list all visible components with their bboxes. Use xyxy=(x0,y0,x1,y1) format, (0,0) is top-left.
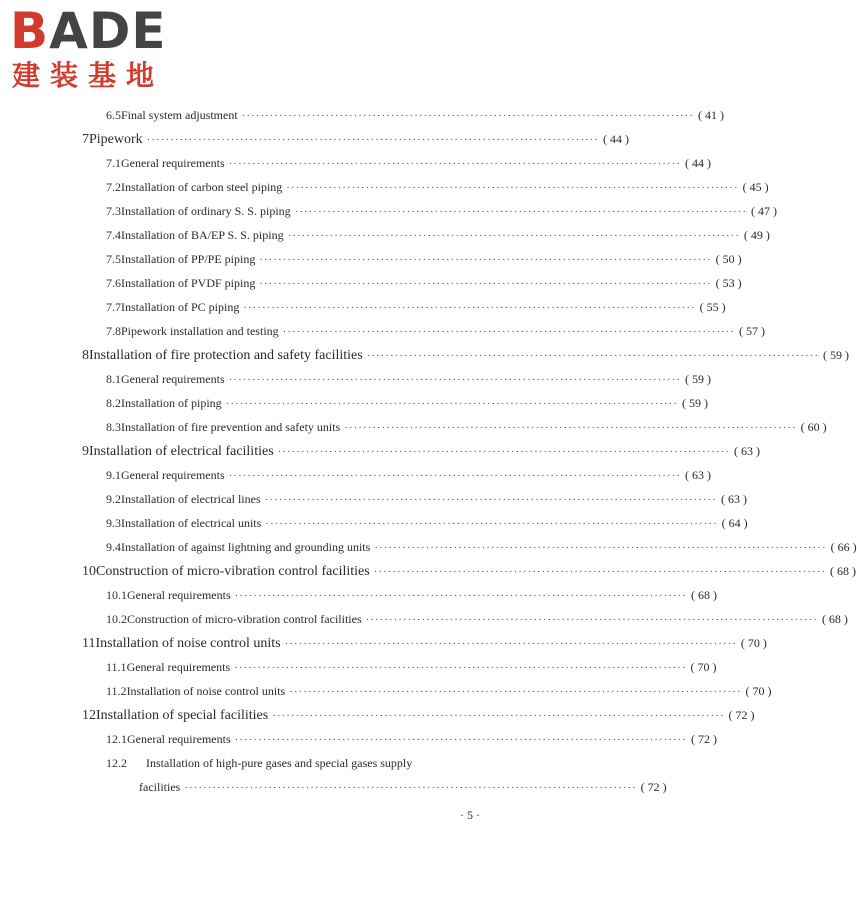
toc-entry[interactable] xyxy=(82,204,777,228)
toc-entry[interactable] xyxy=(82,540,857,564)
toc-entry[interactable] xyxy=(82,180,769,204)
toc-entry[interactable] xyxy=(82,396,708,420)
toc-entry-title: General requirements xyxy=(126,660,231,674)
toc-entry-page: ( 66 ) xyxy=(830,540,857,554)
toc-leader-dots: ································································································· xyxy=(289,686,742,698)
toc-entry-title: Installation of fire prevention and safety units xyxy=(121,420,341,434)
toc-entry-number: 10.2 xyxy=(106,612,127,626)
toc-entry-page: ( 41 ) xyxy=(698,108,724,122)
toc-entry[interactable] xyxy=(82,156,711,180)
toc-entry[interactable] xyxy=(82,108,724,132)
toc-leader-dots: ································································································· xyxy=(264,494,717,506)
toc-leader-dots: ································································································· xyxy=(272,710,725,722)
toc-entry-title: Installation of fire protection and safety facilities xyxy=(89,348,363,363)
toc-leader-dots: ································································································· xyxy=(344,422,797,434)
toc-leader-dots: ································································································· xyxy=(243,302,696,314)
toc-entry-title: Pipework installation and testing xyxy=(121,324,279,338)
toc-entry-number: 9.4 xyxy=(106,540,121,554)
toc-entry-number: 11 xyxy=(82,636,96,651)
table-of-contents xyxy=(82,108,857,802)
toc-entry-title-continued: facilities xyxy=(139,780,181,794)
bade-logo xyxy=(10,4,180,96)
toc-entry[interactable] xyxy=(82,348,850,372)
toc-entry-title: General requirements xyxy=(121,156,225,170)
toc-entry-number: 7 xyxy=(82,132,89,147)
toc-entry-number: 9.2 xyxy=(106,492,121,506)
toc-leader-dots: ································································································· xyxy=(277,446,730,458)
toc-entry-number: 7.5 xyxy=(106,252,121,266)
toc-entry-page: ( 59 ) xyxy=(681,396,708,410)
toc-entry-page: ( 47 ) xyxy=(750,204,777,218)
toc-entry-page: ( 63 ) xyxy=(684,468,711,482)
toc-entry-page: ( 44 ) xyxy=(684,156,711,170)
toc-entry-number: 9 xyxy=(82,444,89,459)
toc-entry-title: Pipework xyxy=(89,132,143,147)
toc-entry-title: Installation of electrical units xyxy=(121,516,262,530)
toc-leader-dots: ································································································· xyxy=(374,542,827,554)
toc-entry[interactable] xyxy=(82,252,742,276)
toc-entry-number: 6.5 xyxy=(106,108,121,122)
toc-entry-title: Installation of electrical facilities xyxy=(89,444,274,459)
toc-entry-number: 12.1 xyxy=(106,732,127,746)
logo-chinese-text: 建装基地 xyxy=(12,59,165,92)
toc-entry-page: ( 49 ) xyxy=(743,228,770,242)
toc-entry[interactable] xyxy=(82,492,747,516)
toc-entry-page: ( 68 ) xyxy=(821,612,848,626)
toc-entry-page: ( 60 ) xyxy=(800,420,827,434)
toc-entry[interactable] xyxy=(82,276,742,300)
toc-entry-page: ( 68 ) xyxy=(830,564,857,578)
toc-leader-dots: ································································································· xyxy=(259,278,712,290)
toc-entry-page: ( 50 ) xyxy=(715,252,742,266)
toc-entry-page: ( 64 ) xyxy=(721,516,748,530)
toc-entry-number: 10 xyxy=(82,564,96,579)
toc-leader-dots: ································································································· xyxy=(234,590,687,602)
toc-entry[interactable] xyxy=(82,708,755,732)
toc-entry-page: ( 72 ) xyxy=(728,708,755,722)
toc-entry-number: 11.1 xyxy=(106,660,127,674)
toc-entry-number: 12.2 xyxy=(106,756,127,770)
toc-entry-page: ( 68 ) xyxy=(690,588,717,602)
toc-entry-page: ( 70 ) xyxy=(745,684,772,698)
toc-entry-number: 9.1 xyxy=(106,468,121,482)
toc-entry-title: Final system adjustment xyxy=(121,108,238,122)
toc-entry-title: Installation of PVDF piping xyxy=(121,276,256,290)
toc-entry-page: ( 59 ) xyxy=(823,348,850,362)
toc-entry-page: ( 59 ) xyxy=(684,372,711,386)
toc-leader-dots: ································································································· xyxy=(259,254,712,266)
toc-leader-dots: ································································································· xyxy=(286,182,739,194)
toc-leader-dots: ································································································· xyxy=(228,158,681,170)
toc-entry-title: Installation of noise control units xyxy=(95,636,281,651)
toc-leader-dots: ································································································· xyxy=(234,734,687,746)
logo-wordmark: BADE xyxy=(10,2,167,60)
toc-entry-continuation xyxy=(82,780,667,802)
toc-entry[interactable] xyxy=(82,372,711,396)
toc-entry-title: Construction of micro-vibration control facilities xyxy=(127,612,362,626)
toc-entry-number: 8.2 xyxy=(106,396,121,410)
toc-leader-dots: ································································································· xyxy=(294,206,747,218)
toc-entry-number: 7.8 xyxy=(106,324,121,338)
toc-entry-title: General requirements xyxy=(121,468,225,482)
toc-entry-page: ( 57 ) xyxy=(738,324,765,338)
toc-entry[interactable] xyxy=(82,132,629,156)
toc-leader-dots: ································································································· xyxy=(265,518,718,530)
toc-entry-number: 11.2 xyxy=(106,684,127,698)
toc-entry-title: Installation of noise control units xyxy=(126,684,286,698)
toc-entry[interactable] xyxy=(82,300,726,324)
toc-entry-title: Installation of ordinary S. S. piping xyxy=(121,204,291,218)
toc-leader-dots: ································································································· xyxy=(287,230,740,242)
toc-entry-title: Installation of BA/EP S. S. piping xyxy=(121,228,284,242)
toc-leader-dots: ································································································· xyxy=(225,398,678,410)
toc-leader-dots: ································································································· xyxy=(184,782,637,794)
toc-leader-dots: ································································································· xyxy=(284,638,737,650)
toc-entry-number: 8 xyxy=(82,348,89,363)
toc-entry-number: 12 xyxy=(82,708,96,723)
toc-leader-dots: ································································································· xyxy=(146,134,599,146)
toc-leader-dots: ································································································· xyxy=(365,614,818,626)
toc-entry[interactable] xyxy=(82,756,522,780)
toc-entry[interactable] xyxy=(82,564,857,588)
toc-entry-title: Installation of electrical lines xyxy=(121,492,261,506)
toc-leader-dots: ································································································· xyxy=(282,326,735,338)
toc-entry-number: 7.4 xyxy=(106,228,121,242)
toc-entry-page: ( 45 ) xyxy=(742,180,769,194)
toc-entry[interactable] xyxy=(82,636,767,660)
page-number: · 5 · xyxy=(460,808,480,822)
toc-entry-number: 9.3 xyxy=(106,516,121,530)
toc-entry-page: ( 70 ) xyxy=(740,636,767,650)
toc-entry-number: 7.3 xyxy=(106,204,121,218)
toc-entry-title: Installation of PP/PE piping xyxy=(121,252,256,266)
toc-entry[interactable] xyxy=(82,228,770,252)
toc-entry-title: General requirements xyxy=(127,588,231,602)
toc-entry[interactable] xyxy=(82,732,717,756)
toc-entry[interactable] xyxy=(82,684,772,708)
toc-entry-number: 7.1 xyxy=(106,156,121,170)
toc-entry-page: ( 70 ) xyxy=(690,660,717,674)
toc-entry-page: ( 63 ) xyxy=(720,492,747,506)
toc-entry[interactable] xyxy=(82,588,717,612)
toc-entry-number: 8.1 xyxy=(106,372,121,386)
toc-entry-title: Installation of against lightning and grounding units xyxy=(121,540,371,554)
toc-entry[interactable] xyxy=(82,516,748,540)
toc-entry-title: Installation of PC piping xyxy=(121,300,240,314)
toc-entry[interactable] xyxy=(82,468,711,492)
toc-leader-dots: ································································································· xyxy=(373,566,827,578)
toc-leader-dots: ································································································· xyxy=(366,350,820,362)
toc-entry-title: Construction of micro-vibration control facilities xyxy=(96,564,370,579)
toc-leader-dots: ································································································· xyxy=(228,374,681,386)
toc-entry-page: ( 72 ) xyxy=(640,780,667,794)
toc-entry-title: Installation of high-pure gases and special gases supply xyxy=(146,756,413,770)
toc-entry-title: General requirements xyxy=(121,372,225,386)
toc-leader-dots: ································································································· xyxy=(228,470,681,482)
toc-entry-page: ( 44 ) xyxy=(603,132,629,146)
toc-entry-page: ( 63 ) xyxy=(733,444,760,458)
toc-entry-title: General requirements xyxy=(127,732,231,746)
toc-leader-dots: ································································································· xyxy=(241,110,694,122)
toc-entry-page: ( 55 ) xyxy=(699,300,726,314)
toc-entry-title: Installation of carbon steel piping xyxy=(121,180,283,194)
toc-entry[interactable] xyxy=(82,420,827,444)
toc-entry-number: 8.3 xyxy=(106,420,121,434)
toc-entry-number: 10.1 xyxy=(106,588,127,602)
toc-entry-title: Installation of piping xyxy=(121,396,222,410)
toc-entry[interactable] xyxy=(82,444,760,468)
toc-leader-dots: ································································································· xyxy=(234,662,687,674)
toc-entry-page: ( 53 ) xyxy=(715,276,742,290)
toc-entry-number: 7.6 xyxy=(106,276,121,290)
toc-entry-number: 7.7 xyxy=(106,300,121,314)
toc-entry[interactable] xyxy=(82,660,717,684)
toc-entry[interactable] xyxy=(82,324,765,348)
toc-entry-number: 7.2 xyxy=(106,180,121,194)
toc-entry-page: ( 72 ) xyxy=(690,732,717,746)
toc-entry-title: Installation of special facilities xyxy=(96,708,269,723)
toc-entry[interactable] xyxy=(82,612,848,636)
